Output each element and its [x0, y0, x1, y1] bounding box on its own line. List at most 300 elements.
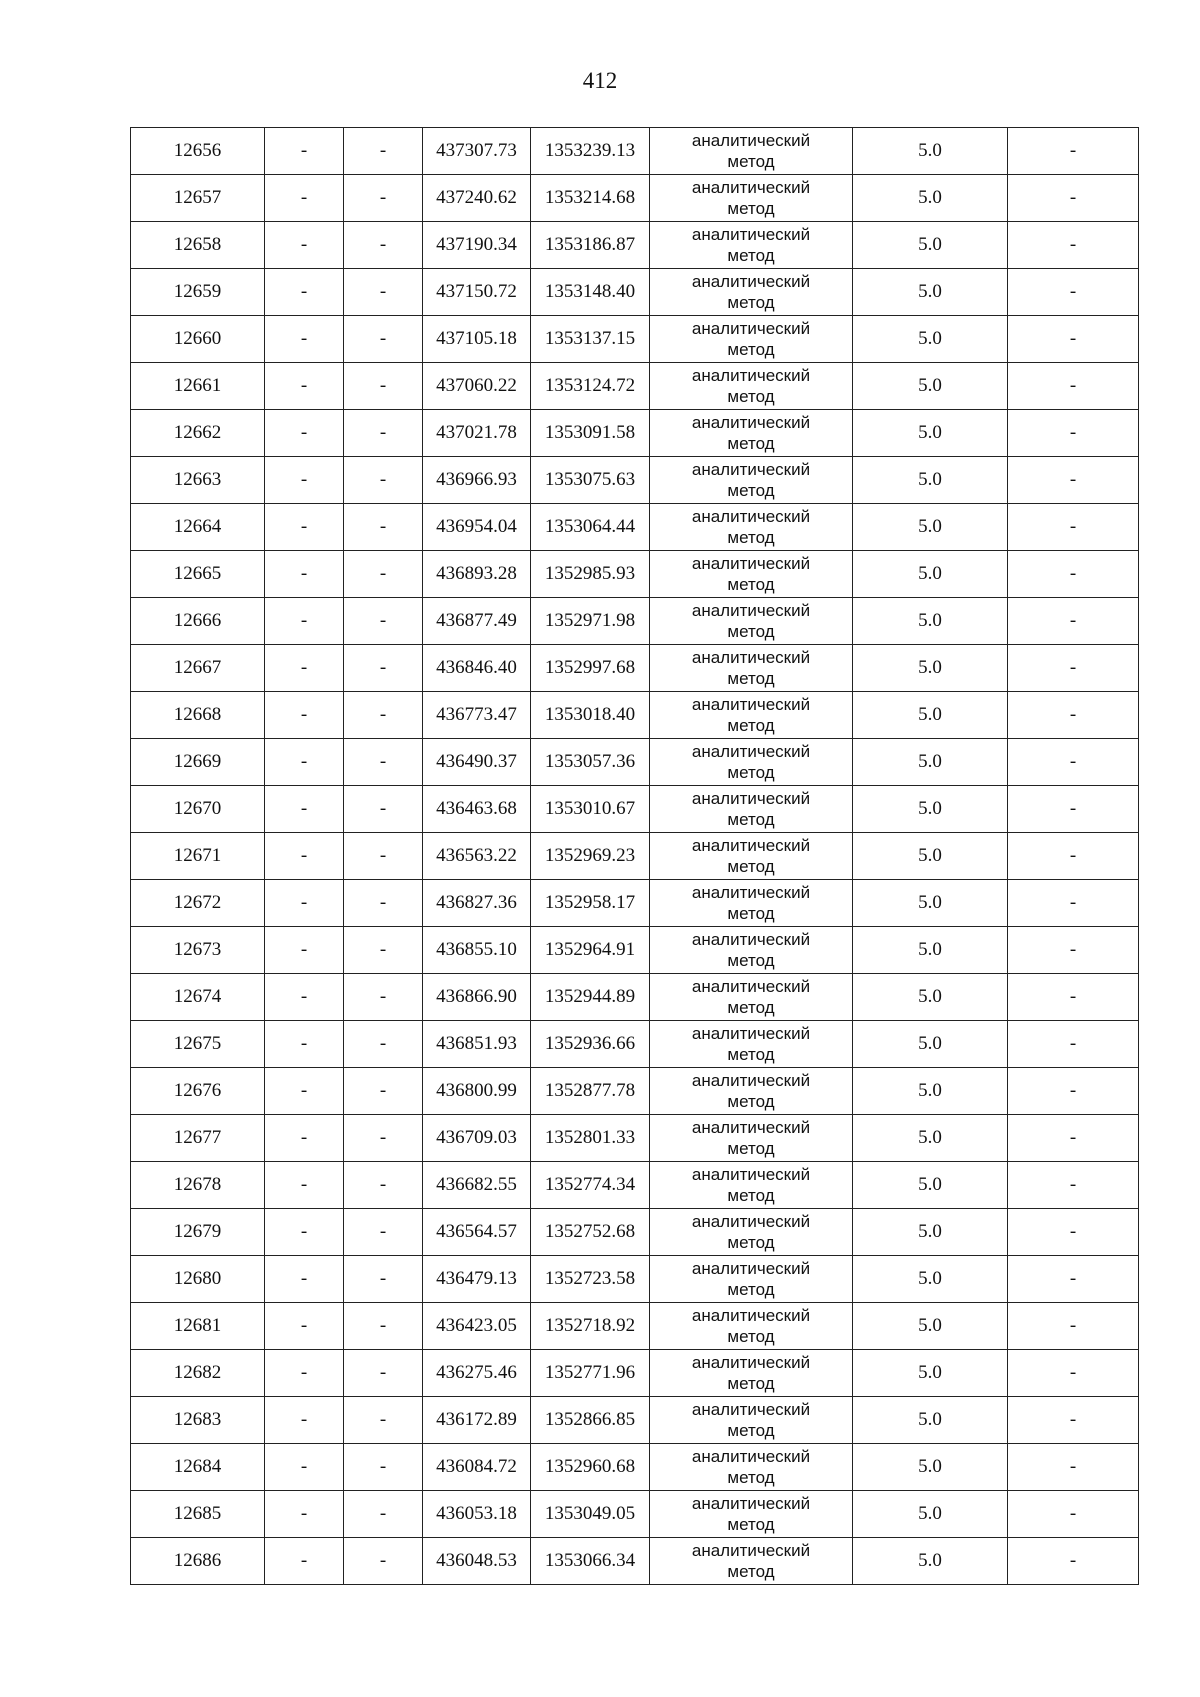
table-row — [131, 645, 1139, 692]
method-text-line: метод — [727, 246, 775, 265]
table-row — [131, 1021, 1139, 1068]
method-text-line: метод — [727, 528, 775, 547]
cell-col2: - — [265, 1068, 344, 1115]
cell-y-coordinate: 1353214.68 — [531, 175, 650, 222]
method-text-line: аналитический — [691, 1494, 811, 1513]
cell-col2: - — [265, 739, 344, 786]
method-text-line: аналитический — [691, 1024, 811, 1043]
method-text-line: аналитический — [691, 1259, 811, 1278]
cell-col2: - — [265, 316, 344, 363]
cell-point-number: 12671 — [131, 833, 265, 880]
method-text-line: аналитический — [691, 1447, 811, 1466]
cell-note: - — [1008, 692, 1139, 739]
cell-col3: - — [344, 598, 423, 645]
cell-y-coordinate: 1353148.40 — [531, 269, 650, 316]
cell-method — [650, 269, 853, 316]
cell-point-number: 12678 — [131, 1162, 265, 1209]
cell-y-coordinate: 1353010.67 — [531, 786, 650, 833]
cell-note: - — [1008, 927, 1139, 974]
method-text-line: аналитический — [691, 225, 811, 244]
table-row — [131, 457, 1139, 504]
cell-col2: - — [265, 222, 344, 269]
cell-col3: - — [344, 363, 423, 410]
cell-x-coordinate: 437190.34 — [423, 222, 531, 269]
table-row — [131, 974, 1139, 1021]
cell-note: - — [1008, 739, 1139, 786]
cell-accuracy: 5.0 — [853, 363, 1008, 410]
cell-method — [650, 927, 853, 974]
cell-accuracy: 5.0 — [853, 1538, 1008, 1585]
cell-x-coordinate: 437240.62 — [423, 175, 531, 222]
cell-method — [650, 739, 853, 786]
cell-col3: - — [344, 1068, 423, 1115]
cell-method — [650, 551, 853, 598]
cell-y-coordinate: 1352752.68 — [531, 1209, 650, 1256]
cell-note: - — [1008, 410, 1139, 457]
cell-x-coordinate: 436827.36 — [423, 880, 531, 927]
cell-note: - — [1008, 880, 1139, 927]
cell-y-coordinate: 1352718.92 — [531, 1303, 650, 1350]
method-text-line: аналитический — [691, 601, 811, 620]
cell-x-coordinate: 436172.89 — [423, 1397, 531, 1444]
cell-x-coordinate: 437021.78 — [423, 410, 531, 457]
method-text-line: аналитический — [691, 1400, 811, 1419]
cell-point-number: 12657 — [131, 175, 265, 222]
cell-x-coordinate: 436463.68 — [423, 786, 531, 833]
cell-method — [650, 1256, 853, 1303]
cell-accuracy: 5.0 — [853, 598, 1008, 645]
method-text-line: метод — [727, 669, 775, 688]
cell-y-coordinate: 1353091.58 — [531, 410, 650, 457]
cell-point-number: 12685 — [131, 1491, 265, 1538]
method-text-line: метод — [727, 810, 775, 829]
cell-method — [650, 128, 853, 175]
cell-method — [650, 1068, 853, 1115]
table-row — [131, 880, 1139, 927]
cell-col3: - — [344, 1115, 423, 1162]
cell-note: - — [1008, 1256, 1139, 1303]
cell-note: - — [1008, 1068, 1139, 1115]
cell-note: - — [1008, 645, 1139, 692]
cell-x-coordinate: 436893.28 — [423, 551, 531, 598]
cell-col3: - — [344, 457, 423, 504]
method-text-line: аналитический — [691, 1165, 811, 1184]
cell-note: - — [1008, 504, 1139, 551]
cell-accuracy: 5.0 — [853, 1491, 1008, 1538]
method-text-line: аналитический — [691, 413, 811, 432]
cell-method — [650, 222, 853, 269]
cell-accuracy: 5.0 — [853, 974, 1008, 1021]
cell-point-number: 12684 — [131, 1444, 265, 1491]
cell-accuracy: 5.0 — [853, 1303, 1008, 1350]
cell-y-coordinate: 1352944.89 — [531, 974, 650, 1021]
cell-col3: - — [344, 786, 423, 833]
cell-accuracy: 5.0 — [853, 786, 1008, 833]
cell-note: - — [1008, 1021, 1139, 1068]
cell-x-coordinate: 436048.53 — [423, 1538, 531, 1585]
table-row — [131, 1068, 1139, 1115]
cell-col3: - — [344, 504, 423, 551]
table-row — [131, 175, 1139, 222]
cell-x-coordinate: 436563.22 — [423, 833, 531, 880]
cell-point-number: 12677 — [131, 1115, 265, 1162]
cell-note: - — [1008, 1209, 1139, 1256]
cell-y-coordinate: 1352936.66 — [531, 1021, 650, 1068]
cell-y-coordinate: 1352801.33 — [531, 1115, 650, 1162]
cell-y-coordinate: 1353124.72 — [531, 363, 650, 410]
cell-point-number: 12656 — [131, 128, 265, 175]
cell-accuracy: 5.0 — [853, 1256, 1008, 1303]
cell-accuracy: 5.0 — [853, 1397, 1008, 1444]
cell-point-number: 12658 — [131, 222, 265, 269]
cell-method — [650, 1538, 853, 1585]
cell-col3: - — [344, 551, 423, 598]
cell-accuracy: 5.0 — [853, 128, 1008, 175]
cell-x-coordinate: 436564.57 — [423, 1209, 531, 1256]
table-row — [131, 1350, 1139, 1397]
cell-method — [650, 175, 853, 222]
cell-accuracy: 5.0 — [853, 692, 1008, 739]
cell-col2: - — [265, 1162, 344, 1209]
cell-x-coordinate: 437307.73 — [423, 128, 531, 175]
table-row — [131, 1256, 1139, 1303]
cell-accuracy: 5.0 — [853, 457, 1008, 504]
cell-point-number: 12661 — [131, 363, 265, 410]
table-row — [131, 1538, 1139, 1585]
cell-x-coordinate: 436709.03 — [423, 1115, 531, 1162]
method-text-line: метод — [727, 998, 775, 1017]
method-text-line: метод — [727, 199, 775, 218]
table-row — [131, 316, 1139, 363]
method-text-line: аналитический — [691, 883, 811, 902]
cell-method — [650, 457, 853, 504]
table-row — [131, 504, 1139, 551]
method-text-line: метод — [727, 1092, 775, 1111]
cell-x-coordinate: 436275.46 — [423, 1350, 531, 1397]
cell-x-coordinate: 436855.10 — [423, 927, 531, 974]
cell-accuracy: 5.0 — [853, 1021, 1008, 1068]
cell-x-coordinate: 436954.04 — [423, 504, 531, 551]
cell-method — [650, 1397, 853, 1444]
cell-col2: - — [265, 1397, 344, 1444]
cell-x-coordinate: 436423.05 — [423, 1303, 531, 1350]
method-text-line: аналитический — [691, 272, 811, 291]
cell-point-number: 12673 — [131, 927, 265, 974]
cell-col3: - — [344, 1021, 423, 1068]
table-row — [131, 1303, 1139, 1350]
table-row — [131, 363, 1139, 410]
cell-y-coordinate: 1352997.68 — [531, 645, 650, 692]
cell-note: - — [1008, 1491, 1139, 1538]
cell-point-number: 12679 — [131, 1209, 265, 1256]
cell-col3: - — [344, 1256, 423, 1303]
cell-note: - — [1008, 222, 1139, 269]
method-text-line: аналитический — [691, 930, 811, 949]
cell-point-number: 12670 — [131, 786, 265, 833]
method-text-line: метод — [727, 857, 775, 876]
cell-col2: - — [265, 551, 344, 598]
cell-x-coordinate: 436490.37 — [423, 739, 531, 786]
cell-y-coordinate: 1352964.91 — [531, 927, 650, 974]
cell-y-coordinate: 1353075.63 — [531, 457, 650, 504]
cell-note: - — [1008, 269, 1139, 316]
coordinates-table — [130, 127, 1139, 1585]
table-row — [131, 1444, 1139, 1491]
table-row — [131, 269, 1139, 316]
cell-note: - — [1008, 363, 1139, 410]
cell-note: - — [1008, 974, 1139, 1021]
cell-point-number: 12665 — [131, 551, 265, 598]
method-text-line: метод — [727, 1233, 775, 1252]
method-text-line: аналитический — [691, 131, 811, 150]
method-text-line: метод — [727, 951, 775, 970]
cell-method — [650, 1444, 853, 1491]
method-text-line: аналитический — [691, 789, 811, 808]
method-text-line: метод — [727, 1468, 775, 1487]
cell-method — [650, 316, 853, 363]
cell-col2: - — [265, 1115, 344, 1162]
cell-note: - — [1008, 1538, 1139, 1585]
cell-y-coordinate: 1353239.13 — [531, 128, 650, 175]
cell-col2: - — [265, 410, 344, 457]
table-row — [131, 1162, 1139, 1209]
cell-col3: - — [344, 1303, 423, 1350]
cell-x-coordinate: 436866.90 — [423, 974, 531, 1021]
cell-note: - — [1008, 1303, 1139, 1350]
cell-col3: - — [344, 645, 423, 692]
cell-point-number: 12663 — [131, 457, 265, 504]
method-text-line: аналитический — [691, 178, 811, 197]
cell-method — [650, 1209, 853, 1256]
cell-col2: - — [265, 1350, 344, 1397]
cell-x-coordinate: 436682.55 — [423, 1162, 531, 1209]
cell-point-number: 12676 — [131, 1068, 265, 1115]
cell-point-number: 12662 — [131, 410, 265, 457]
cell-accuracy: 5.0 — [853, 410, 1008, 457]
cell-col2: - — [265, 927, 344, 974]
cell-note: - — [1008, 598, 1139, 645]
cell-col2: - — [265, 880, 344, 927]
method-text-line: метод — [727, 1327, 775, 1346]
cell-accuracy: 5.0 — [853, 1350, 1008, 1397]
cell-y-coordinate: 1352958.17 — [531, 880, 650, 927]
cell-y-coordinate: 1352723.58 — [531, 1256, 650, 1303]
cell-note: - — [1008, 457, 1139, 504]
cell-point-number: 12675 — [131, 1021, 265, 1068]
cell-col2: - — [265, 786, 344, 833]
method-text-line: аналитический — [691, 836, 811, 855]
table-row — [131, 410, 1139, 457]
cell-point-number: 12668 — [131, 692, 265, 739]
cell-point-number: 12664 — [131, 504, 265, 551]
cell-method — [650, 504, 853, 551]
table-row — [131, 739, 1139, 786]
cell-accuracy: 5.0 — [853, 175, 1008, 222]
cell-method — [650, 692, 853, 739]
cell-col3: - — [344, 1444, 423, 1491]
cell-col2: - — [265, 1256, 344, 1303]
cell-accuracy: 5.0 — [853, 645, 1008, 692]
cell-y-coordinate: 1353049.05 — [531, 1491, 650, 1538]
cell-x-coordinate: 437105.18 — [423, 316, 531, 363]
cell-point-number: 12667 — [131, 645, 265, 692]
cell-col3: - — [344, 128, 423, 175]
cell-y-coordinate: 1353057.36 — [531, 739, 650, 786]
cell-col2: - — [265, 128, 344, 175]
cell-note: - — [1008, 1444, 1139, 1491]
method-text-line: метод — [727, 716, 775, 735]
cell-note: - — [1008, 1115, 1139, 1162]
cell-y-coordinate: 1353064.44 — [531, 504, 650, 551]
cell-col2: - — [265, 645, 344, 692]
table-row — [131, 833, 1139, 880]
cell-accuracy: 5.0 — [853, 1068, 1008, 1115]
method-text-line: метод — [727, 434, 775, 453]
cell-method — [650, 833, 853, 880]
cell-y-coordinate: 1352971.98 — [531, 598, 650, 645]
method-text-line: метод — [727, 1374, 775, 1393]
method-text-line: аналитический — [691, 1306, 811, 1325]
cell-col2: - — [265, 1303, 344, 1350]
cell-method — [650, 1021, 853, 1068]
cell-x-coordinate: 436800.99 — [423, 1068, 531, 1115]
cell-note: - — [1008, 316, 1139, 363]
method-text-line: метод — [727, 575, 775, 594]
cell-col2: - — [265, 692, 344, 739]
method-text-line: аналитический — [691, 977, 811, 996]
cell-col3: - — [344, 316, 423, 363]
cell-y-coordinate: 1352960.68 — [531, 1444, 650, 1491]
cell-col3: - — [344, 410, 423, 457]
cell-point-number: 12683 — [131, 1397, 265, 1444]
table-row — [131, 692, 1139, 739]
table-row — [131, 927, 1139, 974]
method-text-line: аналитический — [691, 1212, 811, 1231]
method-text-line: аналитический — [691, 1118, 811, 1137]
cell-col2: - — [265, 1538, 344, 1585]
method-text-line: аналитический — [691, 460, 811, 479]
cell-x-coordinate: 436851.93 — [423, 1021, 531, 1068]
table-row — [131, 1209, 1139, 1256]
cell-method — [650, 1350, 853, 1397]
cell-method — [650, 974, 853, 1021]
cell-accuracy: 5.0 — [853, 880, 1008, 927]
method-text-line: метод — [727, 622, 775, 641]
cell-accuracy: 5.0 — [853, 551, 1008, 598]
cell-method — [650, 1115, 853, 1162]
cell-col3: - — [344, 927, 423, 974]
method-text-line: аналитический — [691, 366, 811, 385]
cell-method — [650, 598, 853, 645]
method-text-line: метод — [727, 904, 775, 923]
method-text-line: метод — [727, 1186, 775, 1205]
cell-y-coordinate: 1353137.15 — [531, 316, 650, 363]
cell-note: - — [1008, 175, 1139, 222]
method-text-line: аналитический — [691, 554, 811, 573]
cell-note: - — [1008, 1162, 1139, 1209]
cell-note: - — [1008, 128, 1139, 175]
cell-col3: - — [344, 1538, 423, 1585]
cell-col3: - — [344, 974, 423, 1021]
table-row — [131, 1397, 1139, 1444]
cell-col2: - — [265, 598, 344, 645]
cell-col3: - — [344, 1162, 423, 1209]
table-row — [131, 598, 1139, 645]
cell-method — [650, 786, 853, 833]
cell-y-coordinate: 1352774.34 — [531, 1162, 650, 1209]
cell-col3: - — [344, 692, 423, 739]
cell-x-coordinate: 437150.72 — [423, 269, 531, 316]
page-number: 412 — [582, 68, 618, 93]
table-row — [131, 1491, 1139, 1538]
cell-y-coordinate: 1352877.78 — [531, 1068, 650, 1115]
cell-note: - — [1008, 551, 1139, 598]
cell-col2: - — [265, 175, 344, 222]
method-text-line: метод — [727, 1515, 775, 1534]
cell-col2: - — [265, 1491, 344, 1538]
method-text-line: метод — [727, 340, 775, 359]
cell-method — [650, 880, 853, 927]
cell-method — [650, 645, 853, 692]
method-text-line: метод — [727, 1280, 775, 1299]
cell-accuracy: 5.0 — [853, 269, 1008, 316]
cell-col3: - — [344, 1209, 423, 1256]
cell-point-number: 12674 — [131, 974, 265, 1021]
cell-point-number: 12666 — [131, 598, 265, 645]
cell-col2: - — [265, 1444, 344, 1491]
cell-x-coordinate: 436053.18 — [423, 1491, 531, 1538]
cell-y-coordinate: 1352771.96 — [531, 1350, 650, 1397]
method-text-line: аналитический — [691, 1541, 811, 1560]
cell-note: - — [1008, 786, 1139, 833]
cell-col2: - — [265, 457, 344, 504]
method-text-line: метод — [727, 1562, 775, 1581]
method-text-line: метод — [727, 387, 775, 406]
method-text-line: метод — [727, 152, 775, 171]
cell-col3: - — [344, 1397, 423, 1444]
table-row — [131, 1115, 1139, 1162]
cell-accuracy: 5.0 — [853, 222, 1008, 269]
cell-x-coordinate: 436479.13 — [423, 1256, 531, 1303]
cell-x-coordinate: 437060.22 — [423, 363, 531, 410]
cell-x-coordinate: 436966.93 — [423, 457, 531, 504]
cell-col2: - — [265, 269, 344, 316]
cell-y-coordinate: 1353066.34 — [531, 1538, 650, 1585]
cell-col3: - — [344, 880, 423, 927]
cell-point-number: 12660 — [131, 316, 265, 363]
cell-col3: - — [344, 1350, 423, 1397]
method-text-line: метод — [727, 763, 775, 782]
cell-point-number: 12659 — [131, 269, 265, 316]
cell-point-number: 12680 — [131, 1256, 265, 1303]
cell-y-coordinate: 1352969.23 — [531, 833, 650, 880]
cell-point-number: 12686 — [131, 1538, 265, 1585]
cell-accuracy: 5.0 — [853, 1444, 1008, 1491]
cell-accuracy: 5.0 — [853, 1209, 1008, 1256]
cell-y-coordinate: 1352866.85 — [531, 1397, 650, 1444]
cell-x-coordinate: 436773.47 — [423, 692, 531, 739]
cell-accuracy: 5.0 — [853, 1115, 1008, 1162]
cell-y-coordinate: 1353186.87 — [531, 222, 650, 269]
table-row — [131, 551, 1139, 598]
cell-col2: - — [265, 833, 344, 880]
method-text-line: метод — [727, 1139, 775, 1158]
method-text-line: метод — [727, 293, 775, 312]
table-body — [131, 128, 1139, 1585]
method-text-line: аналитический — [691, 319, 811, 338]
method-text-line: аналитический — [691, 1353, 811, 1372]
cell-note: - — [1008, 833, 1139, 880]
